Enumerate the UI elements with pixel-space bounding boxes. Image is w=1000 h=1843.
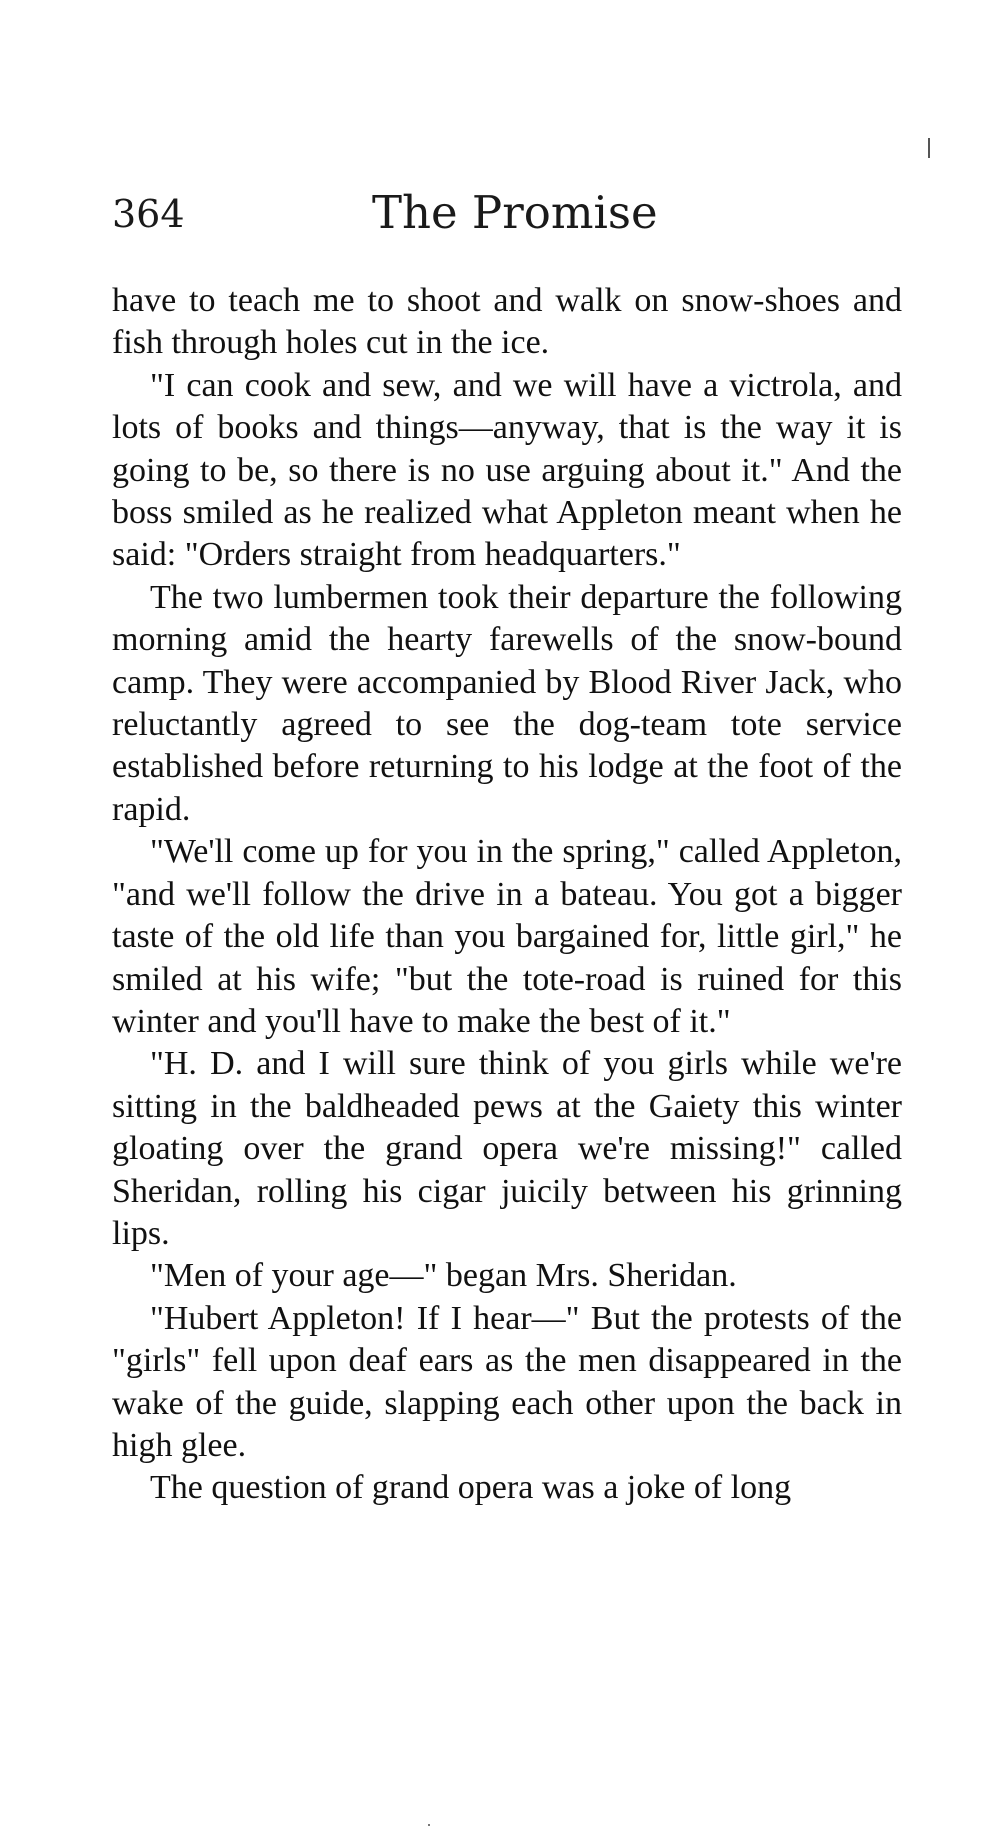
paragraph: "H. D. and I will sure think of you girls while we're sitting in the baldheaded pews at the Gaiety this winter gloating over the grand opera we're missing!" called Sheridan, rolling his cigar juicily between his grinning lips. — [112, 1045, 902, 1252]
paragraph: "Hubert Appleton! If I hear—" But the protests of the "girls" fell upon deaf ears as the men disappeared in the wake of the guide, slapping each other upon the back in high glee. — [112, 1299, 902, 1464]
paragraph: The question of grand opera was a joke of long — [150, 1469, 792, 1507]
page-number: 364 — [112, 192, 185, 236]
body-text — [112, 280, 902, 1510]
paragraph: "I can cook and sew, and we will have a victrola, and lots of books and things—anyway, that is the way it is going to be, so there is no use arguing about it." And the boss smiled as he realized what Appleton meant when he said: "Orders straight from headquarters." — [112, 366, 902, 574]
paragraph: The two lumbermen took their departure the following morning amid the hearty farewells of the snow-bound camp. They were accompanied by Blood River Jack, who reluctantly agreed to see the dog-team tote service established before returning to his lodge at the foot of the rapid. — [112, 578, 902, 828]
running-title: The Promise — [372, 186, 658, 239]
paragraph: "We'll come up for you in the spring," called Appleton, "and we'll follow the drive in a bateau. You got a bigger taste of the old life than you bargained for, little girl," he smiled at his wife; "but the tote-road is ruined for this winter and you'll have to make the best of it." — [112, 833, 902, 1040]
page-header — [112, 186, 902, 246]
paragraph: "Men of your age—" began Mrs. Sheridan. — [150, 1257, 737, 1295]
margin-mark — [928, 138, 930, 158]
paragraph: have to teach me to shoot and walk on snow-shoes and fish through holes cut in the ice. — [112, 282, 902, 362]
page-speck — [428, 1824, 430, 1826]
